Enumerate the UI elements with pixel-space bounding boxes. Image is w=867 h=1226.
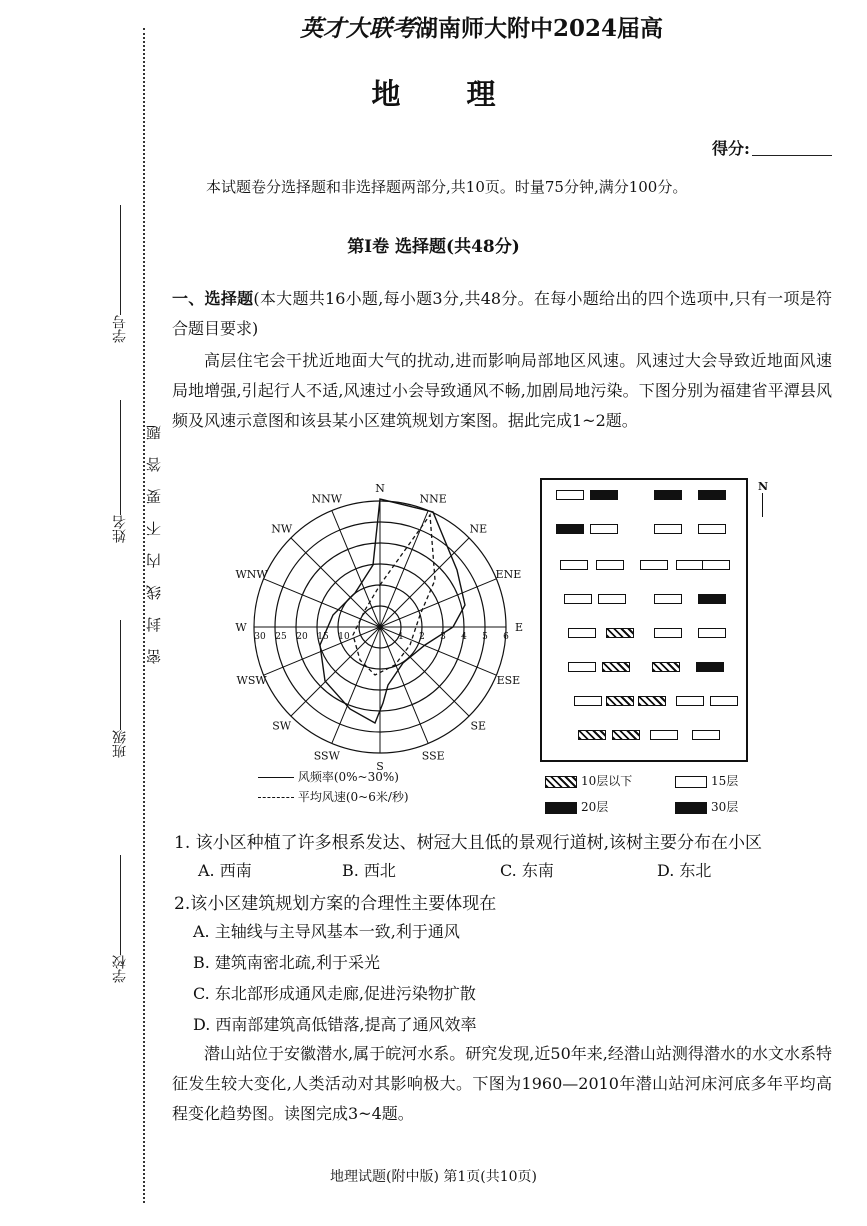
building-block xyxy=(696,662,724,672)
rose-scale-labels xyxy=(254,632,509,642)
class-label: 班级 xyxy=(112,730,128,758)
part1-heading: 一、选择题 xyxy=(172,289,254,308)
building-block xyxy=(612,730,640,740)
direction-label-sse: SSE xyxy=(421,749,445,763)
plan-legend-below10 xyxy=(545,772,632,789)
school-field xyxy=(110,855,130,983)
exam-intro: 本试题卷分选择题和非选择题两部分,共10页。时量75分钟,满分100分。 xyxy=(206,178,688,196)
seal-warning: 密封线内不要答题 xyxy=(145,408,163,664)
frequency-scale-label: 15 xyxy=(317,632,329,642)
speed-scale-label: 6 xyxy=(503,632,509,642)
building-block xyxy=(596,560,624,570)
direction-label-se: SE xyxy=(470,719,487,733)
class-line xyxy=(120,620,121,730)
plan-legend-20 xyxy=(545,798,608,815)
direction-label-n: N xyxy=(375,482,385,495)
building-block xyxy=(578,730,606,740)
building-block xyxy=(652,662,680,672)
building-block xyxy=(590,490,618,500)
legend-30-label: 30层 xyxy=(711,800,739,814)
q1-option-a[interactable]: A. 西南 xyxy=(198,861,252,880)
direction-label-nne: NNE xyxy=(419,492,447,506)
building-block xyxy=(564,594,592,604)
building-block xyxy=(654,524,682,534)
building-block xyxy=(598,594,626,604)
building-block xyxy=(654,594,682,604)
building-block xyxy=(676,560,704,570)
building-block xyxy=(698,594,726,604)
plan-legend-15 xyxy=(675,772,738,789)
north-arrow xyxy=(758,480,768,517)
north-arrow-shaft xyxy=(762,493,763,517)
student-id-label: 学号 xyxy=(112,315,128,343)
score-box xyxy=(712,136,832,159)
direction-label-ese: ESE xyxy=(496,674,521,688)
rose-spoke-nw xyxy=(291,538,380,627)
score-blank[interactable] xyxy=(752,155,832,156)
building-block xyxy=(568,662,596,672)
exam-series: 英才大联考 xyxy=(300,15,415,42)
wind-speed-line xyxy=(353,515,435,675)
building-block xyxy=(650,730,678,740)
building-block xyxy=(568,628,596,638)
legend-frequency xyxy=(258,768,399,785)
building-block xyxy=(560,560,588,570)
legend-frequency-label: 风频率(0%~30%) xyxy=(297,770,399,784)
q1-option-d[interactable]: D. 东北 xyxy=(657,861,712,880)
building-block xyxy=(640,560,668,570)
section-title: 第Ⅰ卷 选择题(共48分) xyxy=(347,237,520,257)
part1-text: (本大题共16小题,每小题3分,共48分。在每小题给出的四个选项中,只有一项是符合题目要求) xyxy=(172,289,832,338)
speed-scale-label: 3 xyxy=(440,632,446,642)
legend-15-label: 15层 xyxy=(711,774,739,788)
building-block xyxy=(556,490,584,500)
hatched-swatch xyxy=(545,776,577,788)
name-line xyxy=(120,400,121,515)
direction-label-ne: NE xyxy=(469,522,488,536)
direction-label-nnw: NNW xyxy=(311,492,343,506)
building-block xyxy=(556,524,584,534)
direction-label-sw: SW xyxy=(272,719,292,733)
building-block xyxy=(710,696,738,706)
black-swatch-20 xyxy=(545,802,577,814)
direction-label-s: S xyxy=(376,760,384,773)
school-label: 学校 xyxy=(112,955,128,983)
direction-label-w: W xyxy=(235,621,247,634)
legend-dashed-line xyxy=(258,797,294,798)
rose-spoke-ne xyxy=(380,538,469,627)
q1-option-c[interactable]: C. 东南 xyxy=(500,861,554,880)
building-block xyxy=(654,628,682,638)
exam-header xyxy=(300,10,663,43)
legend-solid-line xyxy=(258,777,294,778)
wind-rose-diagram xyxy=(225,482,530,773)
speed-scale-label: 5 xyxy=(482,632,488,642)
building-plan-diagram xyxy=(540,478,748,762)
speed-scale-label: 4 xyxy=(461,632,467,642)
building-block xyxy=(698,524,726,534)
school-name: 湖南师大附中2024届高 xyxy=(415,15,664,42)
score-label: 得分: xyxy=(712,139,750,158)
school-line xyxy=(120,855,121,955)
direction-label-e: E xyxy=(514,621,524,634)
frequency-scale-label: 20 xyxy=(296,632,308,642)
white-swatch xyxy=(675,776,707,788)
legend-20-label: 20层 xyxy=(581,800,609,814)
q2-option-c[interactable]: C. 东北部形成通风走廊,促进污染物扩散 xyxy=(193,984,476,1003)
building-block xyxy=(692,730,720,740)
building-block xyxy=(654,490,682,500)
plan-legend-30 xyxy=(675,798,738,815)
q2-option-d[interactable]: D. 西南部建筑高低错落,提高了通风效率 xyxy=(193,1015,477,1034)
speed-scale-label: 2 xyxy=(419,632,425,642)
name-field xyxy=(110,400,130,543)
page-title: 地 理 xyxy=(371,77,524,111)
class-field xyxy=(110,620,130,758)
q2-option-a[interactable]: A. 主轴线与主导风基本一致,利于通风 xyxy=(193,922,460,941)
building-block xyxy=(574,696,602,706)
building-block xyxy=(638,696,666,706)
part1-instruction xyxy=(172,284,832,344)
name-label: 姓名 xyxy=(112,515,128,543)
direction-label-wsw: WSW xyxy=(236,674,267,688)
building-block xyxy=(602,662,630,672)
building-block xyxy=(606,696,634,706)
building-block xyxy=(606,628,634,638)
direction-label-ene: ENE xyxy=(495,567,522,581)
building-block xyxy=(698,490,726,500)
building-block xyxy=(698,628,726,638)
building-block xyxy=(676,696,704,706)
building-block xyxy=(590,524,618,534)
frequency-scale-label: 10 xyxy=(338,632,350,642)
legend-speed-label: 平均风速(0~6米/秒) xyxy=(297,790,409,804)
student-id-line xyxy=(120,205,121,315)
q2-option-b[interactable]: B. 建筑南密北疏,利于采光 xyxy=(193,953,381,972)
legend-speed xyxy=(258,788,409,805)
black-swatch-30 xyxy=(675,802,707,814)
rose-spokes xyxy=(254,501,506,753)
north-label: N xyxy=(758,480,769,493)
building-block xyxy=(702,560,730,570)
frequency-scale-label: 25 xyxy=(275,632,287,642)
frequency-scale-label: 30 xyxy=(254,632,266,642)
page-footer: 地理试题(附中版) 第1页(共10页) xyxy=(329,1169,538,1185)
student-id-field xyxy=(110,205,130,343)
question-1-stem: 1. 该小区种植了许多根系发达、树冠大且低的景观行道树,该树主要分布在小区 xyxy=(174,833,763,853)
direction-label-wnw: WNW xyxy=(235,567,268,581)
passage-1: 高层住宅会干扰近地面大气的扰动,进而影响局部地区风速。风速过大会导致近地面风速局地增强,引起行人不适,风速过小会导致通风不畅,加剧局地污染。下图分别为福建省平潭县风频及风速示意图和该县某小区建筑规划方案图。据此完成1~2题。 xyxy=(172,351,832,430)
direction-label-nw: NW xyxy=(271,522,293,536)
direction-label-ssw: SSW xyxy=(313,749,340,763)
legend-below10-label: 10层以下 xyxy=(581,774,633,788)
speed-scale-label: 1 xyxy=(398,632,404,642)
q1-option-b[interactable]: B. 西北 xyxy=(342,861,396,880)
passage-2: 潜山站位于安徽潜水,属于皖河水系。研究发现,近50年来,经潜山站测得潜水的水文水系特征发生较大变化,人类活动对其影响极大。下图为1960—2010年潜山站河床河底多年平均高程变化趋势图。读图完成3~4题。 xyxy=(172,1044,832,1123)
question-2-stem: 2.该小区建筑规划方案的合理性主要体现在 xyxy=(174,894,497,914)
